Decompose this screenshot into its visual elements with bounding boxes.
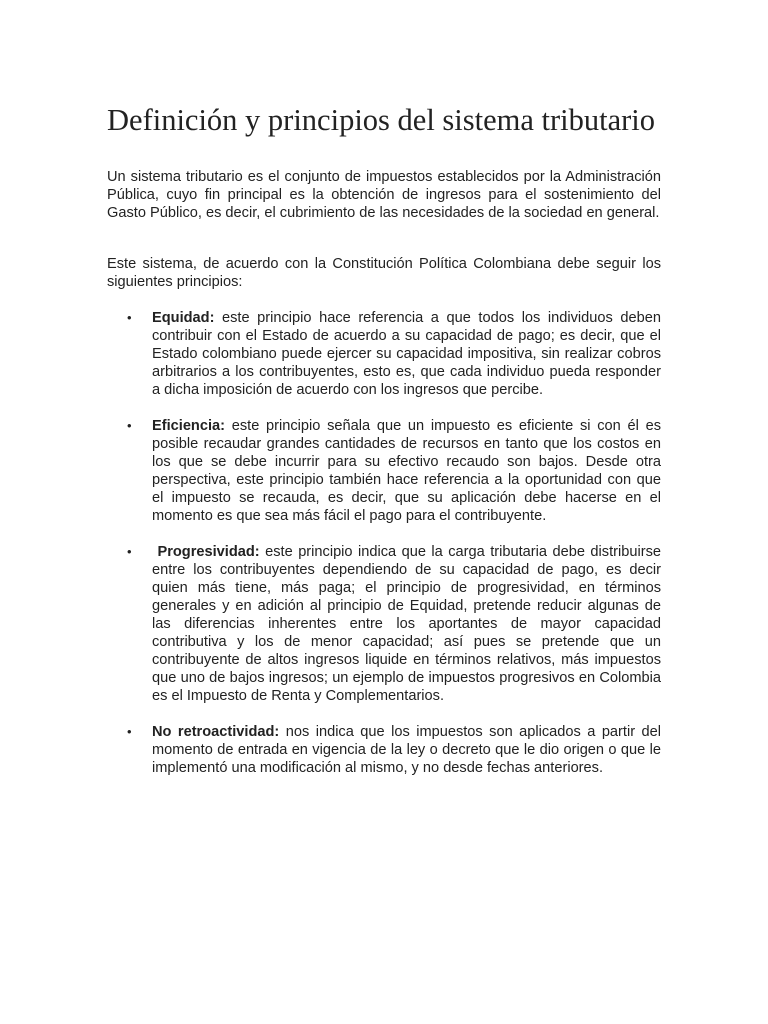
principle-description: nos indica que los impuestos son aplicados a partir del momento de entrada en vigencia de la ley o decreto que le dio origen o que le implementó una modificación al mismo, y no desde fechas anteriores. bbox=[152, 724, 661, 776]
principle-term: Eficiencia: bbox=[152, 418, 225, 434]
principle-description: este principio señala que un impuesto es eficiente si con él es posible recaudar grandes cantidades de recursos en tanto que los costos en los que se debe incurrir para su efectivo recaudo son bajos. Desde otra perspectiva, este principio también hace referencia a la oportunidad con que el impuesto se recauda, es decir, que su aplicación debe hacerse en el momento es que sea más fácil el pago para el contribuyente. bbox=[152, 418, 661, 524]
list-item-equidad bbox=[107, 309, 661, 399]
bullet-icon: • bbox=[127, 544, 132, 559]
principle-description: este principio indica que la carga tributaria debe distribuirse entre los contribuyentes dependiendo de su capacidad de pago, es decir quien más tiene, más paga; el principio de progresividad, en términos generales y en adición al principio de Equidad, pretende reducir algunas de las diferencias inherentes entre los aportantes de mayor capacidad contributiva y los de menor capacidad; así pues se pretende que un contribuyente de altos ingresos liquide en términos relativos, más impuestos que uno de bajos ingresos; un ejemplo de impuestos progresivos en Colombia es el Impuesto de Renta y Complementarios. bbox=[152, 544, 661, 704]
bullet-icon: • bbox=[127, 418, 132, 433]
principle-term: Equidad: bbox=[152, 310, 215, 326]
list-item-no-retroactividad bbox=[107, 723, 661, 777]
intro-paragraph: Un sistema tributario es el conjunto de impuestos establecidos por la Administración Pública, cuyo fin principal es la obtención de ingresos para el sostenimiento del Gasto Público, es decir, el cubrimiento de las necesidades de la sociedad en general. bbox=[107, 169, 661, 221]
principles-intro-paragraph: Este sistema, de acuerdo con la Constitución Política Colombiana debe seguir los siguientes principios: bbox=[107, 256, 661, 290]
principle-term: Progresividad: bbox=[152, 544, 260, 560]
principle-term: No retroactividad: bbox=[152, 724, 280, 740]
principles-list bbox=[107, 309, 661, 777]
list-item-progresividad bbox=[107, 543, 661, 705]
list-item-eficiencia bbox=[107, 417, 661, 525]
document-page bbox=[107, 100, 661, 795]
principle-description: este principio hace referencia a que todos los individuos deben contribuir con el Estado de acuerdo a su capacidad de pago; es decir, que el Estado colombiano puede ejercer su capacidad impositiva, sin realizar cobros arbitrarios a los contribuyentes, esto es, que cada individuo pueda responder a dicha imposición de acuerdo con los ingresos que percibe. bbox=[152, 310, 661, 398]
bullet-icon: • bbox=[127, 310, 132, 325]
bullet-icon: • bbox=[127, 724, 132, 739]
document-title: Definición y principios del sistema tributario bbox=[107, 103, 656, 137]
